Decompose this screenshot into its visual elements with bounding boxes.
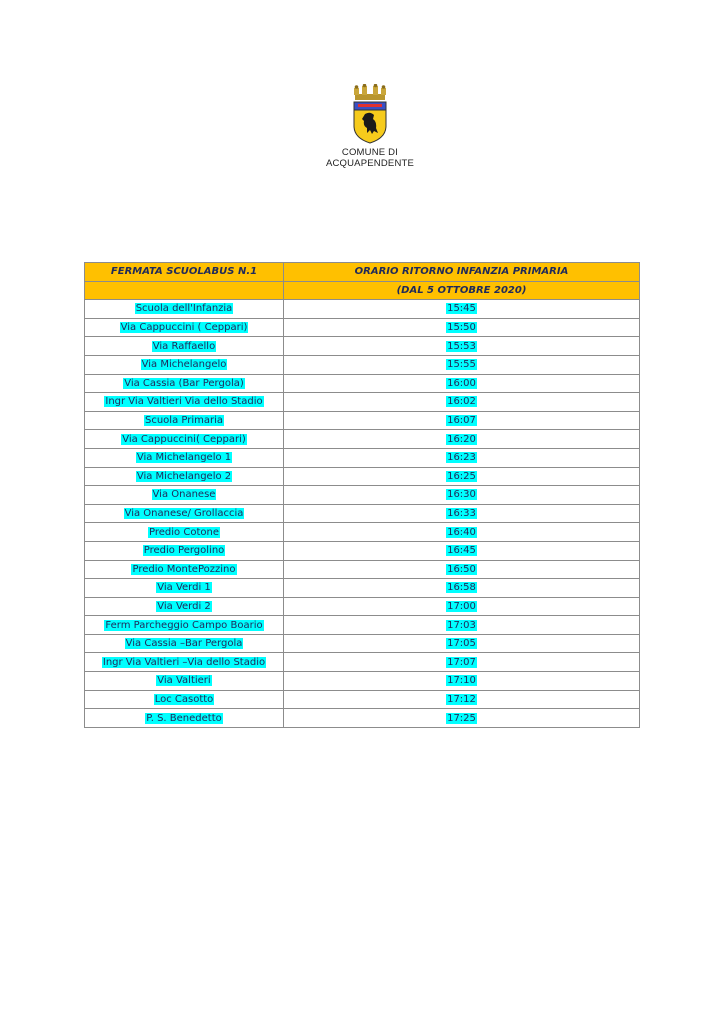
time-cell bbox=[284, 560, 640, 579]
departure-time: 17:10 bbox=[447, 675, 476, 687]
table-row bbox=[85, 616, 640, 635]
stop-cell bbox=[85, 653, 284, 672]
stop-cell bbox=[85, 672, 284, 691]
table-row bbox=[85, 690, 640, 709]
time-cell bbox=[284, 355, 640, 374]
stop-name: Via Cassia –Bar Pergola bbox=[125, 638, 243, 650]
departure-time: 16:25 bbox=[447, 470, 476, 482]
stop-name: Predio Pergolino bbox=[143, 545, 225, 557]
departure-time: 15:50 bbox=[447, 322, 476, 334]
time-cell bbox=[284, 430, 640, 449]
stop-name: Via Cappuccini ( Ceppari) bbox=[120, 322, 248, 334]
time-cell bbox=[284, 448, 640, 467]
stop-name: Via Verdi 2 bbox=[157, 600, 211, 612]
bus-schedule-table bbox=[84, 262, 640, 728]
departure-time: 16:07 bbox=[447, 415, 476, 427]
departure-time: 15:55 bbox=[447, 359, 476, 371]
table-row bbox=[85, 318, 640, 337]
stop-name: Ingr Via Valtieri –Via dello Stadio bbox=[102, 656, 266, 668]
time-cell bbox=[284, 393, 640, 412]
time-cell bbox=[284, 690, 640, 709]
table-row bbox=[85, 448, 640, 467]
time-cell bbox=[284, 672, 640, 691]
time-cell bbox=[284, 523, 640, 542]
stop-cell bbox=[85, 355, 284, 374]
stop-name: Via Cassia (Bar Pergola) bbox=[124, 377, 244, 389]
table-row bbox=[85, 653, 640, 672]
stop-cell bbox=[85, 411, 284, 430]
time-cell bbox=[284, 541, 640, 560]
stop-cell bbox=[85, 318, 284, 337]
stop-cell bbox=[85, 448, 284, 467]
table-row bbox=[85, 579, 640, 598]
departure-time: 16:00 bbox=[447, 377, 476, 389]
departure-time: 16:20 bbox=[447, 433, 476, 445]
stop-cell bbox=[85, 579, 284, 598]
time-cell bbox=[284, 709, 640, 728]
stop-name: Predio Cotone bbox=[149, 526, 219, 538]
time-cell bbox=[284, 653, 640, 672]
stop-name: Via Raffaello bbox=[152, 340, 216, 352]
stop-name: Via Michelangelo bbox=[141, 359, 227, 371]
departure-time: 16:40 bbox=[447, 526, 476, 538]
stop-name: Via Valtieri bbox=[157, 675, 211, 687]
stop-name: Ferm Parcheggio Campo Boario bbox=[105, 619, 263, 631]
municipal-logo bbox=[322, 84, 418, 176]
departure-time: 17:05 bbox=[447, 638, 476, 650]
departure-time: 16:23 bbox=[447, 452, 476, 464]
stop-name: P. S. Benedetto bbox=[146, 712, 222, 724]
time-cell bbox=[284, 374, 640, 393]
table-row bbox=[85, 430, 640, 449]
stop-name: Via Michelangelo 1 bbox=[136, 452, 232, 464]
time-cell bbox=[284, 504, 640, 523]
stop-name: Via Onanese/ Grollaccia bbox=[124, 508, 244, 520]
departure-time: 15:45 bbox=[447, 303, 476, 315]
stop-cell bbox=[85, 634, 284, 653]
departure-time: 16:58 bbox=[447, 582, 476, 594]
stop-cell bbox=[85, 374, 284, 393]
stop-cell bbox=[85, 337, 284, 356]
table-row bbox=[85, 672, 640, 691]
stop-name: Loc Casotto bbox=[154, 693, 214, 705]
stop-column-header: FERMATA SCUOLABUS N.1 bbox=[85, 263, 284, 282]
stop-name: Scuola Primaria bbox=[144, 415, 224, 427]
time-cell bbox=[284, 467, 640, 486]
stop-name: Via Michelangelo 2 bbox=[136, 470, 232, 482]
stop-cell bbox=[85, 709, 284, 728]
departure-time: 17:00 bbox=[447, 600, 476, 612]
logo-line-1: COMUNE DI bbox=[341, 147, 399, 158]
stop-cell bbox=[85, 486, 284, 505]
stop-cell bbox=[85, 467, 284, 486]
coat-of-arms-icon bbox=[350, 84, 390, 144]
time-cell bbox=[284, 597, 640, 616]
departure-time: 16:33 bbox=[447, 508, 476, 520]
table-header-row bbox=[85, 263, 640, 282]
stop-name: Scuola dell'Infanzia bbox=[135, 303, 233, 315]
table-row bbox=[85, 541, 640, 560]
stop-cell bbox=[85, 597, 284, 616]
time-cell bbox=[284, 300, 640, 319]
table-row bbox=[85, 709, 640, 728]
table-row bbox=[85, 504, 640, 523]
departure-time: 17:25 bbox=[447, 712, 476, 724]
table-subheader-row bbox=[85, 281, 640, 300]
time-column-subheader: (DAL 5 OTTOBRE 2020) bbox=[284, 281, 640, 300]
logo-line-2: ACQUAPENDENTE bbox=[325, 158, 415, 169]
table-row bbox=[85, 374, 640, 393]
stop-name: Predio MontePozzino bbox=[132, 563, 236, 575]
stop-cell bbox=[85, 430, 284, 449]
time-cell bbox=[284, 411, 640, 430]
departure-time: 16:30 bbox=[447, 489, 476, 501]
subheader-empty-cell bbox=[85, 281, 284, 300]
time-cell bbox=[284, 579, 640, 598]
departure-time: 16:45 bbox=[447, 545, 476, 557]
stop-cell bbox=[85, 690, 284, 709]
departure-time: 15:53 bbox=[447, 340, 476, 352]
time-cell bbox=[284, 634, 640, 653]
stop-cell bbox=[85, 541, 284, 560]
stop-name: Via Onanese bbox=[152, 489, 216, 501]
time-cell bbox=[284, 486, 640, 505]
table-row bbox=[85, 523, 640, 542]
table-row bbox=[85, 411, 640, 430]
stop-name: Via Cappuccini( Ceppari) bbox=[122, 433, 246, 445]
departure-time: 16:50 bbox=[447, 563, 476, 575]
stop-cell bbox=[85, 523, 284, 542]
departure-time: 16:02 bbox=[447, 396, 476, 408]
stop-cell bbox=[85, 616, 284, 635]
table-row bbox=[85, 597, 640, 616]
departure-time: 17:03 bbox=[447, 619, 476, 631]
stop-name: Via Verdi 1 bbox=[157, 582, 211, 594]
table-row bbox=[85, 393, 640, 412]
stop-cell bbox=[85, 504, 284, 523]
time-column-header: ORARIO RITORNO INFANZIA PRIMARIA bbox=[284, 263, 640, 282]
table-row bbox=[85, 355, 640, 374]
table-row bbox=[85, 560, 640, 579]
table-row bbox=[85, 300, 640, 319]
departure-time: 17:07 bbox=[447, 656, 476, 668]
time-cell bbox=[284, 616, 640, 635]
stop-name: Ingr Via Valtieri Via dello Stadio bbox=[105, 396, 263, 408]
table-row bbox=[85, 467, 640, 486]
stop-cell bbox=[85, 560, 284, 579]
time-cell bbox=[284, 318, 640, 337]
table-row bbox=[85, 337, 640, 356]
departure-time: 17:12 bbox=[447, 693, 476, 705]
time-cell bbox=[284, 337, 640, 356]
table-row bbox=[85, 634, 640, 653]
table-row bbox=[85, 486, 640, 505]
stop-cell bbox=[85, 393, 284, 412]
stop-cell bbox=[85, 300, 284, 319]
